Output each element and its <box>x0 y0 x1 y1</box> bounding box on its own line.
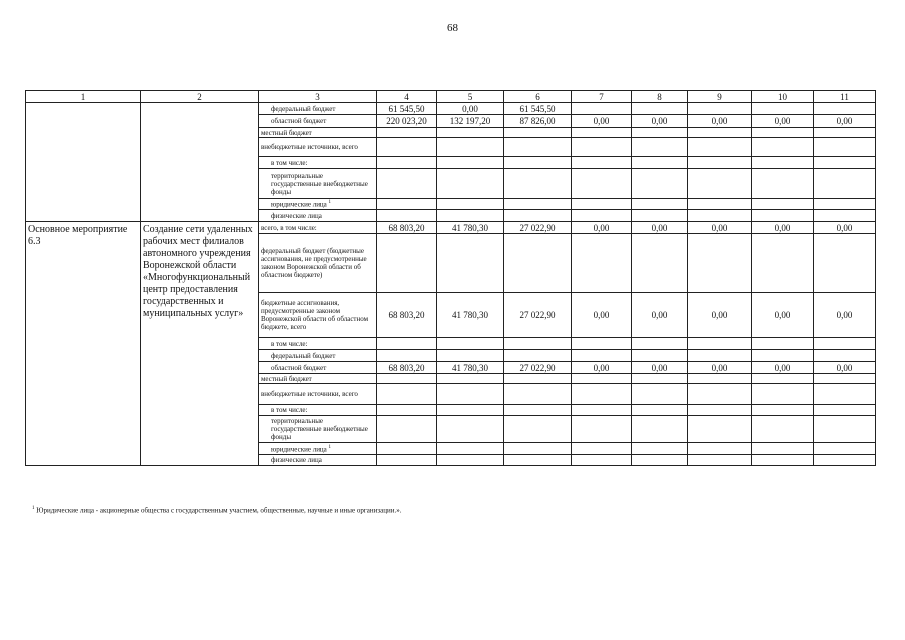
value-cell <box>504 169 572 199</box>
value-cell <box>377 416 437 443</box>
footnote-text: Юридические лица - акционерные общества с государственным участием, общественные, научные и иные организации.». <box>34 506 402 515</box>
value-cell <box>504 128 572 138</box>
value-cell <box>504 384 572 405</box>
value-cell <box>632 138 688 157</box>
value-cell <box>688 350 752 362</box>
value-cell <box>752 234 814 293</box>
row-label <box>259 222 377 234</box>
value-cell <box>814 443 876 455</box>
header-row <box>26 91 876 103</box>
value-cell <box>437 199 504 210</box>
value-cell <box>437 405 504 416</box>
value-cell: 0,00 <box>437 103 504 115</box>
row-label <box>259 362 377 374</box>
value-cell: 0,00 <box>572 222 632 234</box>
value-cell <box>632 199 688 210</box>
row-label-text: федеральный бюджет <box>271 351 336 360</box>
value-cell <box>632 169 688 199</box>
value-cell: 0,00 <box>752 222 814 234</box>
value-cell <box>504 350 572 362</box>
value-cell <box>814 234 876 293</box>
value-cell <box>572 138 632 157</box>
value-cell <box>504 138 572 157</box>
value-cell: 0,00 <box>572 293 632 338</box>
value-cell <box>572 103 632 115</box>
value-cell <box>572 157 632 169</box>
footnote-ref: 1 <box>328 200 332 206</box>
table-row <box>26 103 876 115</box>
value-cell: 0,00 <box>632 115 688 128</box>
row-label-text: местный бюджет <box>261 128 312 137</box>
value-cell <box>377 455 437 466</box>
measure-description: Создание сети удаленных рабочих мест филиалов автономного учреждения Воронежской области «Многофункциональный центр предоставления государственных и муниципальных услуг» <box>141 222 259 466</box>
value-cell: 0,00 <box>814 115 876 128</box>
value-cell <box>752 405 814 416</box>
value-cell <box>752 199 814 210</box>
header-cell: 4 <box>377 91 437 103</box>
row-label-text: федеральный бюджет <box>271 104 336 113</box>
row-label <box>259 293 377 338</box>
value-cell <box>504 455 572 466</box>
value-cell <box>572 384 632 405</box>
value-cell <box>572 199 632 210</box>
row-label-text: юридические лица <box>271 200 327 209</box>
value-cell: 68 803,20 <box>377 293 437 338</box>
value-cell: 0,00 <box>632 222 688 234</box>
value-cell <box>632 338 688 350</box>
value-cell <box>752 103 814 115</box>
value-cell: 41 780,30 <box>437 293 504 338</box>
row-label <box>259 103 377 115</box>
value-cell <box>688 384 752 405</box>
value-cell: 0,00 <box>572 362 632 374</box>
value-cell <box>504 157 572 169</box>
value-cell: 68 803,20 <box>377 222 437 234</box>
budget-table <box>25 90 876 466</box>
header-cell: 8 <box>632 91 688 103</box>
value-cell <box>688 169 752 199</box>
value-cell <box>814 455 876 466</box>
row-label <box>259 455 377 466</box>
empty-cell <box>26 103 141 222</box>
value-cell <box>752 157 814 169</box>
value-cell <box>752 416 814 443</box>
value-cell <box>437 384 504 405</box>
row-label-text: в том числе: <box>271 339 308 348</box>
value-cell <box>814 405 876 416</box>
value-cell <box>752 169 814 199</box>
value-cell <box>752 443 814 455</box>
value-cell <box>437 234 504 293</box>
row-label-text: в том числе: <box>271 406 308 414</box>
value-cell <box>632 103 688 115</box>
value-cell: 0,00 <box>632 293 688 338</box>
value-cell <box>688 157 752 169</box>
value-cell <box>572 169 632 199</box>
value-cell: 61 545,50 <box>504 103 572 115</box>
value-cell <box>752 138 814 157</box>
row-label <box>259 210 377 222</box>
row-label <box>259 199 377 210</box>
value-cell <box>377 338 437 350</box>
value-cell <box>752 455 814 466</box>
value-cell <box>572 455 632 466</box>
value-cell <box>572 128 632 138</box>
value-cell <box>504 234 572 293</box>
footnote-mark: 1 <box>32 506 35 511</box>
value-cell <box>632 374 688 384</box>
value-cell: 61 545,50 <box>377 103 437 115</box>
row-label <box>259 405 377 416</box>
header-cell: 11 <box>814 91 876 103</box>
value-cell <box>437 416 504 443</box>
value-cell <box>688 405 752 416</box>
value-cell <box>437 210 504 222</box>
value-cell: 27 022,90 <box>504 222 572 234</box>
value-cell <box>572 210 632 222</box>
value-cell <box>688 443 752 455</box>
row-label <box>259 338 377 350</box>
value-cell: 68 803,20 <box>377 362 437 374</box>
value-cell: 87 826,00 <box>504 115 572 128</box>
header-cell: 10 <box>752 91 814 103</box>
row-label-text: бюджетные ассигнования, предусмотренные законом Воронежской области об областном бюджете, всего <box>261 299 369 331</box>
value-cell <box>632 384 688 405</box>
row-label <box>259 374 377 384</box>
value-cell <box>377 128 437 138</box>
value-cell: 0,00 <box>752 115 814 128</box>
value-cell <box>504 210 572 222</box>
value-cell: 220 023,20 <box>377 115 437 128</box>
value-cell <box>752 338 814 350</box>
value-cell: 0,00 <box>632 362 688 374</box>
value-cell: 27 022,90 <box>504 362 572 374</box>
value-cell <box>814 199 876 210</box>
value-cell <box>572 338 632 350</box>
row-label-text: физические лица <box>271 456 322 464</box>
page-number: 68 <box>447 22 458 34</box>
value-cell <box>377 350 437 362</box>
value-cell <box>437 374 504 384</box>
value-cell: 0,00 <box>752 293 814 338</box>
value-cell <box>814 350 876 362</box>
value-cell <box>814 128 876 138</box>
row-label <box>259 169 377 199</box>
value-cell <box>752 374 814 384</box>
value-cell <box>504 443 572 455</box>
value-cell <box>752 384 814 405</box>
value-cell <box>437 455 504 466</box>
value-cell: 0,00 <box>688 362 752 374</box>
value-cell <box>377 169 437 199</box>
value-cell <box>814 103 876 115</box>
value-cell <box>377 234 437 293</box>
row-label <box>259 416 377 443</box>
value-cell: 0,00 <box>688 222 752 234</box>
value-cell <box>688 234 752 293</box>
value-cell <box>504 405 572 416</box>
value-cell <box>377 210 437 222</box>
value-cell <box>572 416 632 443</box>
value-cell <box>572 405 632 416</box>
value-cell <box>572 443 632 455</box>
value-cell <box>377 157 437 169</box>
value-cell <box>377 443 437 455</box>
value-cell <box>504 374 572 384</box>
value-cell <box>377 199 437 210</box>
row-label-text: территориальные государственные внебюджетные фонды <box>271 417 368 441</box>
value-cell <box>688 103 752 115</box>
value-cell <box>752 128 814 138</box>
value-cell <box>632 157 688 169</box>
row-label-text: внебюджетные источники, всего <box>261 390 358 398</box>
value-cell <box>377 138 437 157</box>
value-cell <box>688 128 752 138</box>
value-cell <box>437 338 504 350</box>
row-label-text: областной бюджет <box>271 363 327 372</box>
value-cell <box>377 384 437 405</box>
row-label-text: в том числе: <box>271 158 308 167</box>
row-label-text: юридические лица <box>271 445 327 454</box>
value-cell: 0,00 <box>814 362 876 374</box>
value-cell <box>504 199 572 210</box>
value-cell <box>632 405 688 416</box>
row-label <box>259 157 377 169</box>
header-cell: 1 <box>26 91 141 103</box>
value-cell <box>814 210 876 222</box>
value-cell <box>688 138 752 157</box>
value-cell: 0,00 <box>688 293 752 338</box>
row-label <box>259 443 377 455</box>
footnote <box>32 506 401 514</box>
value-cell <box>632 350 688 362</box>
value-cell <box>377 374 437 384</box>
value-cell <box>632 234 688 293</box>
value-cell <box>814 169 876 199</box>
value-cell <box>632 128 688 138</box>
value-cell <box>437 443 504 455</box>
row-label-text: внебюджетные источники, всего <box>261 143 358 151</box>
value-cell <box>504 416 572 443</box>
row-label-text: всего, в том числе: <box>261 223 317 232</box>
value-cell <box>504 338 572 350</box>
value-cell: 0,00 <box>688 115 752 128</box>
row-label <box>259 350 377 362</box>
row-label <box>259 234 377 293</box>
value-cell <box>572 350 632 362</box>
value-cell: 132 197,20 <box>437 115 504 128</box>
row-label-text: местный бюджет <box>261 374 312 383</box>
value-cell <box>632 416 688 443</box>
value-cell <box>437 169 504 199</box>
value-cell <box>688 416 752 443</box>
value-cell <box>688 455 752 466</box>
row-label-text: территориальные государственные внебюджетные фонды <box>271 171 368 196</box>
row-label-text: федеральный бюджет (бюджетные ассигнования, не предусмотренные законом Воронежской области об областном бюджете) <box>261 247 367 279</box>
header-cell: 3 <box>259 91 377 103</box>
table-row <box>26 222 876 234</box>
value-cell <box>572 234 632 293</box>
value-cell <box>814 138 876 157</box>
header-cell: 7 <box>572 91 632 103</box>
value-cell: 41 780,30 <box>437 362 504 374</box>
row-label <box>259 128 377 138</box>
value-cell <box>814 416 876 443</box>
empty-cell <box>141 103 259 222</box>
value-cell <box>437 157 504 169</box>
value-cell <box>814 157 876 169</box>
value-cell <box>437 138 504 157</box>
row-label-text: физические лица <box>271 211 322 220</box>
value-cell <box>437 350 504 362</box>
value-cell <box>632 210 688 222</box>
value-cell: 0,00 <box>752 362 814 374</box>
value-cell <box>752 350 814 362</box>
row-label-text: областной бюджет <box>271 117 327 125</box>
header-cell: 5 <box>437 91 504 103</box>
measure-name: Основное мероприятие 6.3 <box>26 222 141 466</box>
value-cell <box>688 199 752 210</box>
value-cell: 41 780,30 <box>437 222 504 234</box>
value-cell: 27 022,90 <box>504 293 572 338</box>
row-label <box>259 138 377 157</box>
header-cell: 6 <box>504 91 572 103</box>
value-cell <box>632 443 688 455</box>
value-cell <box>752 210 814 222</box>
value-cell: 0,00 <box>572 115 632 128</box>
header-cell: 9 <box>688 91 752 103</box>
value-cell <box>377 405 437 416</box>
value-cell: 0,00 <box>814 293 876 338</box>
value-cell: 0,00 <box>814 222 876 234</box>
value-cell <box>688 210 752 222</box>
footnote-ref: 1 <box>328 444 332 450</box>
value-cell <box>572 374 632 384</box>
row-label <box>259 115 377 128</box>
header-cell: 2 <box>141 91 259 103</box>
value-cell <box>632 455 688 466</box>
value-cell <box>688 374 752 384</box>
row-label <box>259 384 377 405</box>
value-cell <box>437 128 504 138</box>
value-cell <box>814 338 876 350</box>
value-cell <box>814 374 876 384</box>
value-cell <box>814 384 876 405</box>
value-cell <box>688 338 752 350</box>
